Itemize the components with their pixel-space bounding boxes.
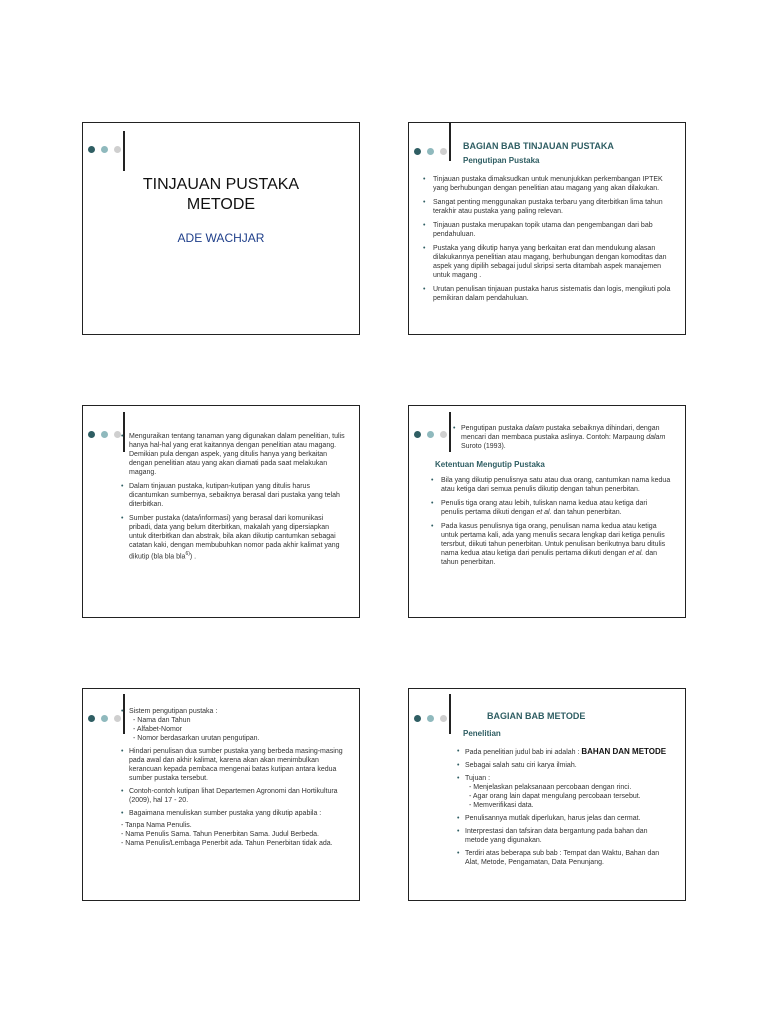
dot-light-icon — [101, 431, 108, 438]
list-item — [457, 747, 671, 757]
list-item-text-end: dan tahun penerbitan. — [551, 509, 622, 516]
slide-sistem-pengutipan — [82, 688, 360, 901]
list-item: • Hindari penulisan dua sumber pustaka yang berbeda masing-masing pada awal dan akhir kalimat, karena akan akan menimbulkan kerancuan kepada pembaca mengenai batas kutipan antara kedua sumber pustaka tersebut. — [121, 747, 345, 783]
dot-dark-icon — [414, 431, 421, 438]
dot-dark-icon — [88, 715, 95, 722]
bullet-list — [457, 747, 671, 867]
list-item: • Pustaka yang dikutip hanya yang berkaitan erat dan mendukung alasan dilakukannya penelitian atau magang, berhubungan dengan komoditas dan aspek yang dipilih sebagai judul skripsi serta ditambah aspek manajemen untuk magang . — [423, 244, 671, 280]
intro-text-a: Pengutipan pustaka — [461, 425, 525, 432]
intro-em: dalam — [524, 425, 544, 432]
divider-line — [123, 131, 125, 171]
list-item-text: Sistem pengutipan pustaka : — [129, 708, 218, 715]
list-item-text: Penulis tiga orang atau lebih, tuliskan nama kedua atau ketiga dari penulis pertama dikuti dengan — [441, 500, 648, 516]
intro-list — [453, 424, 671, 451]
dot-grey-icon — [114, 146, 121, 153]
list-item: • Sangat penting menggunakan pustaka terbaru yang diterbitkan lima tahun terakhir atau pustaka yang paling relevan. — [423, 198, 671, 216]
dot-light-icon — [427, 431, 434, 438]
intro-text-c: Suroto (1993). — [461, 443, 506, 450]
list-item: • Contoh-contoh kutipan lihat Departemen Agronomi dan Hortikultura (2009), hal 17 - 20. — [121, 787, 345, 805]
dot-grey-icon — [114, 431, 121, 438]
footnote-number: 6) — [185, 551, 190, 557]
list-item: • Dalam tinjauan pustaka, kutipan-kutipan yang ditulis harus dicantumkan sumbernya, sebaiknya berasal dari pustaka yang telah diterbitkan. — [121, 482, 345, 509]
bullet-list — [121, 707, 345, 818]
sub-item: - Nama Penulis Sama. Tahun Penerbitan Sama. Judul Berbeda. — [121, 830, 345, 839]
list-item: • Urutan penulisan tinjauan pustaka harus sistematis dan logis, mengikuti pola pemikiran dalam pendahuluan. — [423, 285, 671, 303]
list-item — [457, 774, 671, 810]
intro-em-2: dalam — [646, 434, 666, 441]
footnote-end: ) . — [189, 553, 197, 561]
list-item — [431, 499, 671, 517]
intro-text-b: pustaka sebaiknya dihindari, dengan mencari dan membaca pustaka aslinya. Contoh: Marpaung — [461, 425, 660, 441]
list-item-text: Bagaimana menuliskan sumber pustaka yang dikutip apabila : — [129, 810, 322, 817]
list-item-text: Tujuan : — [465, 775, 491, 782]
dot-light-icon — [427, 148, 434, 155]
sub-item: - Nama Penulis/Lembaga Penerbit ada. Tahun Penerbitan tidak ada. — [121, 839, 345, 848]
sub-item: - Nama dan Tahun — [129, 716, 345, 725]
sub-item: - Alfabet-Nomor — [129, 725, 345, 734]
slide-subheading: Penelitian — [463, 729, 501, 738]
sub-item: - Memverifikasi data. — [465, 801, 671, 810]
slide-heading: BAGIAN BAB METODE — [487, 711, 586, 721]
sub-item: - Agar orang lain dapat mengulang percobaan tersebut. — [465, 792, 671, 801]
list-item-em: et al. — [536, 509, 552, 516]
slide-subheading: Pengutipan Pustaka — [463, 156, 540, 165]
list-item-text: Pada kasus penulisnya tiga orang, penulisan nama kedua atau ketiga untuk pertama kali, ada yang menulis secara lengkap dari ketiga penulis tersrbut, diikuti tahun penerbitan. Untuk penulisan berikutnya baru ditulis nama kedua atau ketiga dari penulis pertama diikuti dengan — [441, 523, 666, 557]
dot-grey-icon — [440, 715, 447, 722]
dot-grey-icon — [114, 715, 121, 722]
list-item — [121, 514, 345, 561]
slide-bagian-metode — [408, 688, 686, 901]
list-item-text-end: dan tahun penerbitan. — [441, 550, 657, 566]
divider-line — [449, 123, 451, 161]
list-item: • Interprestasi dan tafsiran data bergantung pada bahan dan metode yang digunakan. — [457, 827, 671, 845]
list-item — [431, 522, 671, 567]
dot-dark-icon — [88, 146, 95, 153]
list-item: • Terdiri atas beberapa sub bab : Tempat dan Waktu, Bahan dan Alat, Metode, Pengamatan, Data Penunjang. — [457, 849, 671, 867]
list-item-text: Pada penelitian judul bab ini adalah : — [465, 749, 582, 756]
dot-light-icon — [101, 146, 108, 153]
slide-subheading: Ketentuan Mengutip Pustaka — [435, 460, 545, 469]
dot-grey-icon — [440, 431, 447, 438]
list-item: • Tinjauan pustaka dimaksudkan untuk menunjukkan perkembangan IPTEK yang berhubungan dengan penelitian atau magang yang akan dilakukan. — [423, 175, 671, 193]
title-line-2: METODE — [186, 196, 256, 213]
divider-line — [449, 412, 451, 452]
list-item: • Tinjauan pustaka merupakan topik utama dan pengembangan dari bab pendahuluan. — [423, 221, 671, 239]
bullet-list — [121, 432, 345, 561]
sub-list — [121, 821, 345, 848]
list-item — [453, 424, 671, 451]
dot-dark-icon — [88, 431, 95, 438]
bullet-list — [431, 476, 671, 567]
dot-dark-icon — [414, 148, 421, 155]
list-item — [121, 707, 345, 743]
list-item-em: et al. — [628, 550, 644, 557]
dot-dark-icon — [414, 715, 421, 722]
slide-ketentuan-mengutip — [408, 405, 686, 618]
slide-heading: BAGIAN BAB TINJAUAN PUSTAKA — [463, 141, 614, 151]
list-item-bold: BAHAN DAN METODE — [581, 747, 667, 756]
sub-item: - Nomor berdasarkan urutan pengutipan. — [129, 734, 345, 743]
list-item-text: Sumber pustaka (data/informasi) yang berasal dari komunikasi pribadi, data yang belum diterbitkan, makalah yang dipersiapkan untuk diterbitkan dan abstrak, bila akan dikutip cantumkan sebagai catatan kaki, dengan membubuhkan nomor pada akhir kalimat yang dikutip (bla bla bla — [129, 515, 340, 561]
sub-item: - Menjelaskan pelaksanaan percobaan dengan rinci. — [465, 783, 671, 792]
dot-grey-icon — [440, 148, 447, 155]
divider-line — [449, 694, 451, 734]
list-item: • Bila yang dikutip penulisnya satu atau dua orang, cantumkan nama kedua atau ketiga dari semua penulis dikutip dengan tahun penerbitan. — [431, 476, 671, 494]
dot-light-icon — [427, 715, 434, 722]
sub-item: - Tanpa Nama Penulis. — [121, 821, 345, 830]
slide-tinjauan-pustaka — [408, 122, 686, 335]
dot-light-icon — [101, 715, 108, 722]
slide-tinjauan-lanjutan — [82, 405, 360, 618]
list-item: • Menguraikan tentang tanaman yang digunakan dalam penelitian, tulis hanya hal-hal yang erat kaitannya dengan penelitian atau magang. Demikian pula dengan aspek, yang ditulis hanya yang berkaitan dengan penelitian atau yang akan diamati pada saat melakukan magang. — [121, 432, 345, 477]
list-item — [121, 809, 345, 818]
title-line-1: TINJAUAN PUSTAKA — [142, 176, 300, 193]
list-item: • Sebagai salah satu ciri karya ilmiah. — [457, 761, 671, 770]
bullet-list — [423, 175, 671, 303]
author-name: ADE WACHJAR — [177, 231, 265, 245]
slide-title — [82, 122, 360, 335]
list-item: • Penulisannya mutlak diperlukan, harus jelas dan cermat. — [457, 814, 671, 823]
